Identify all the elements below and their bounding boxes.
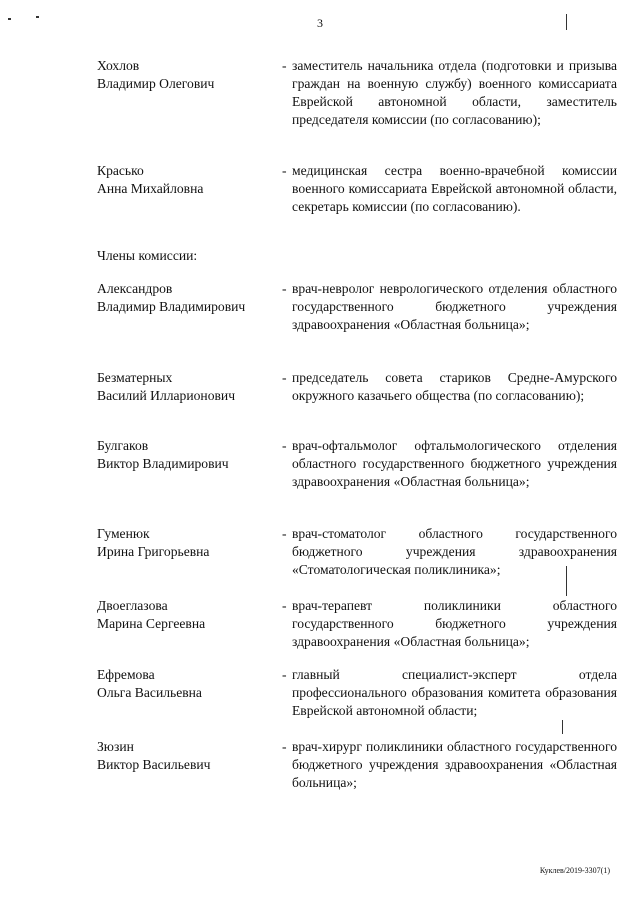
scan-mark bbox=[8, 18, 11, 20]
separator-dash: - bbox=[282, 370, 287, 385]
member-surname: Зюзин bbox=[97, 739, 134, 754]
member-surname: Александров bbox=[97, 281, 173, 296]
member-name bbox=[97, 280, 277, 316]
member-surname: Хохлов bbox=[97, 58, 140, 73]
separator-dash: - bbox=[282, 739, 287, 754]
member-surname: Красько bbox=[97, 163, 144, 178]
member-given-names: Виктор Владимирович bbox=[97, 456, 229, 471]
member-name bbox=[97, 597, 277, 633]
scan-mark bbox=[566, 14, 567, 30]
member-surname: Двоеглазова bbox=[97, 598, 168, 613]
member-role: врач-терапевт поликлиники областного государственного бюджетного учреждения здравоохранения «Областная больница»; bbox=[292, 598, 617, 649]
member-role: заместитель начальника отдела (подготовки и призыва граждан на военную службу) военного комиссариата Еврейской автономной области, заместитель председателя комиссии (по согласованию); bbox=[292, 58, 617, 127]
member-role: медицинская сестра военно-врачебной комиссии военного комиссариата Еврейской автономной области, секретарь комиссии (по согласованию). bbox=[292, 163, 617, 214]
member-role: председатель совета стариков Средне-Амурского окружного казачьего общества (по согласованию); bbox=[292, 370, 617, 403]
separator-dash: - bbox=[282, 281, 287, 296]
member-given-names: Владимир Владимирович bbox=[97, 299, 246, 314]
member-name bbox=[97, 525, 277, 561]
member-role: врач-офтальмолог офтальмологического отделения областного государственного бюджетного учреждения здравоохранения «Областная больница»; bbox=[292, 438, 617, 489]
member-role: врач-невролог неврологического отделения областного государственного бюджетного учреждения здравоохранения «Областная больница»; bbox=[292, 281, 617, 332]
member-given-names: Анна Михайловна bbox=[97, 181, 204, 196]
member-name bbox=[97, 369, 277, 405]
section-title: Члены комиссии: bbox=[97, 248, 198, 263]
member-surname: Ефремова bbox=[97, 667, 155, 682]
scan-mark bbox=[562, 720, 563, 734]
member-name bbox=[97, 738, 277, 774]
separator-dash: - bbox=[282, 526, 287, 541]
member-given-names: Ирина Григорьевна bbox=[97, 544, 210, 559]
member-name bbox=[97, 57, 277, 93]
separator-dash: - bbox=[282, 438, 287, 453]
member-given-names: Виктор Васильевич bbox=[97, 757, 211, 772]
member-given-names: Ольга Васильевна bbox=[97, 685, 202, 700]
member-role: врач-стоматолог областного государственного бюджетного учреждения здравоохранения «Стоматологическая поликлиника»; bbox=[292, 526, 617, 577]
member-name bbox=[97, 162, 277, 198]
member-given-names: Владимир Олегович bbox=[97, 76, 215, 91]
member-given-names: Василий Илларионович bbox=[97, 388, 236, 403]
member-surname: Безматерных bbox=[97, 370, 173, 385]
scan-mark bbox=[36, 16, 39, 18]
member-name bbox=[97, 437, 277, 473]
member-given-names: Марина Сергеевна bbox=[97, 616, 206, 631]
page-number: 3 bbox=[317, 16, 323, 30]
member-surname: Булгаков bbox=[97, 438, 149, 453]
separator-dash: - bbox=[282, 58, 287, 73]
member-surname: Гуменюк bbox=[97, 526, 150, 541]
member-role: главный специалист-эксперт отдела профессионального образования комитета образования Еврейской автономной области; bbox=[292, 667, 617, 718]
separator-dash: - bbox=[282, 163, 287, 178]
separator-dash: - bbox=[282, 598, 287, 613]
separator-dash: - bbox=[282, 667, 287, 682]
member-name bbox=[97, 666, 277, 702]
member-role: врач-хирург поликлиники областного государственного бюджетного учреждения здравоохранения «Областная больница»; bbox=[292, 739, 617, 790]
document-reference: Куклев/2019-3307(1) bbox=[539, 866, 610, 875]
